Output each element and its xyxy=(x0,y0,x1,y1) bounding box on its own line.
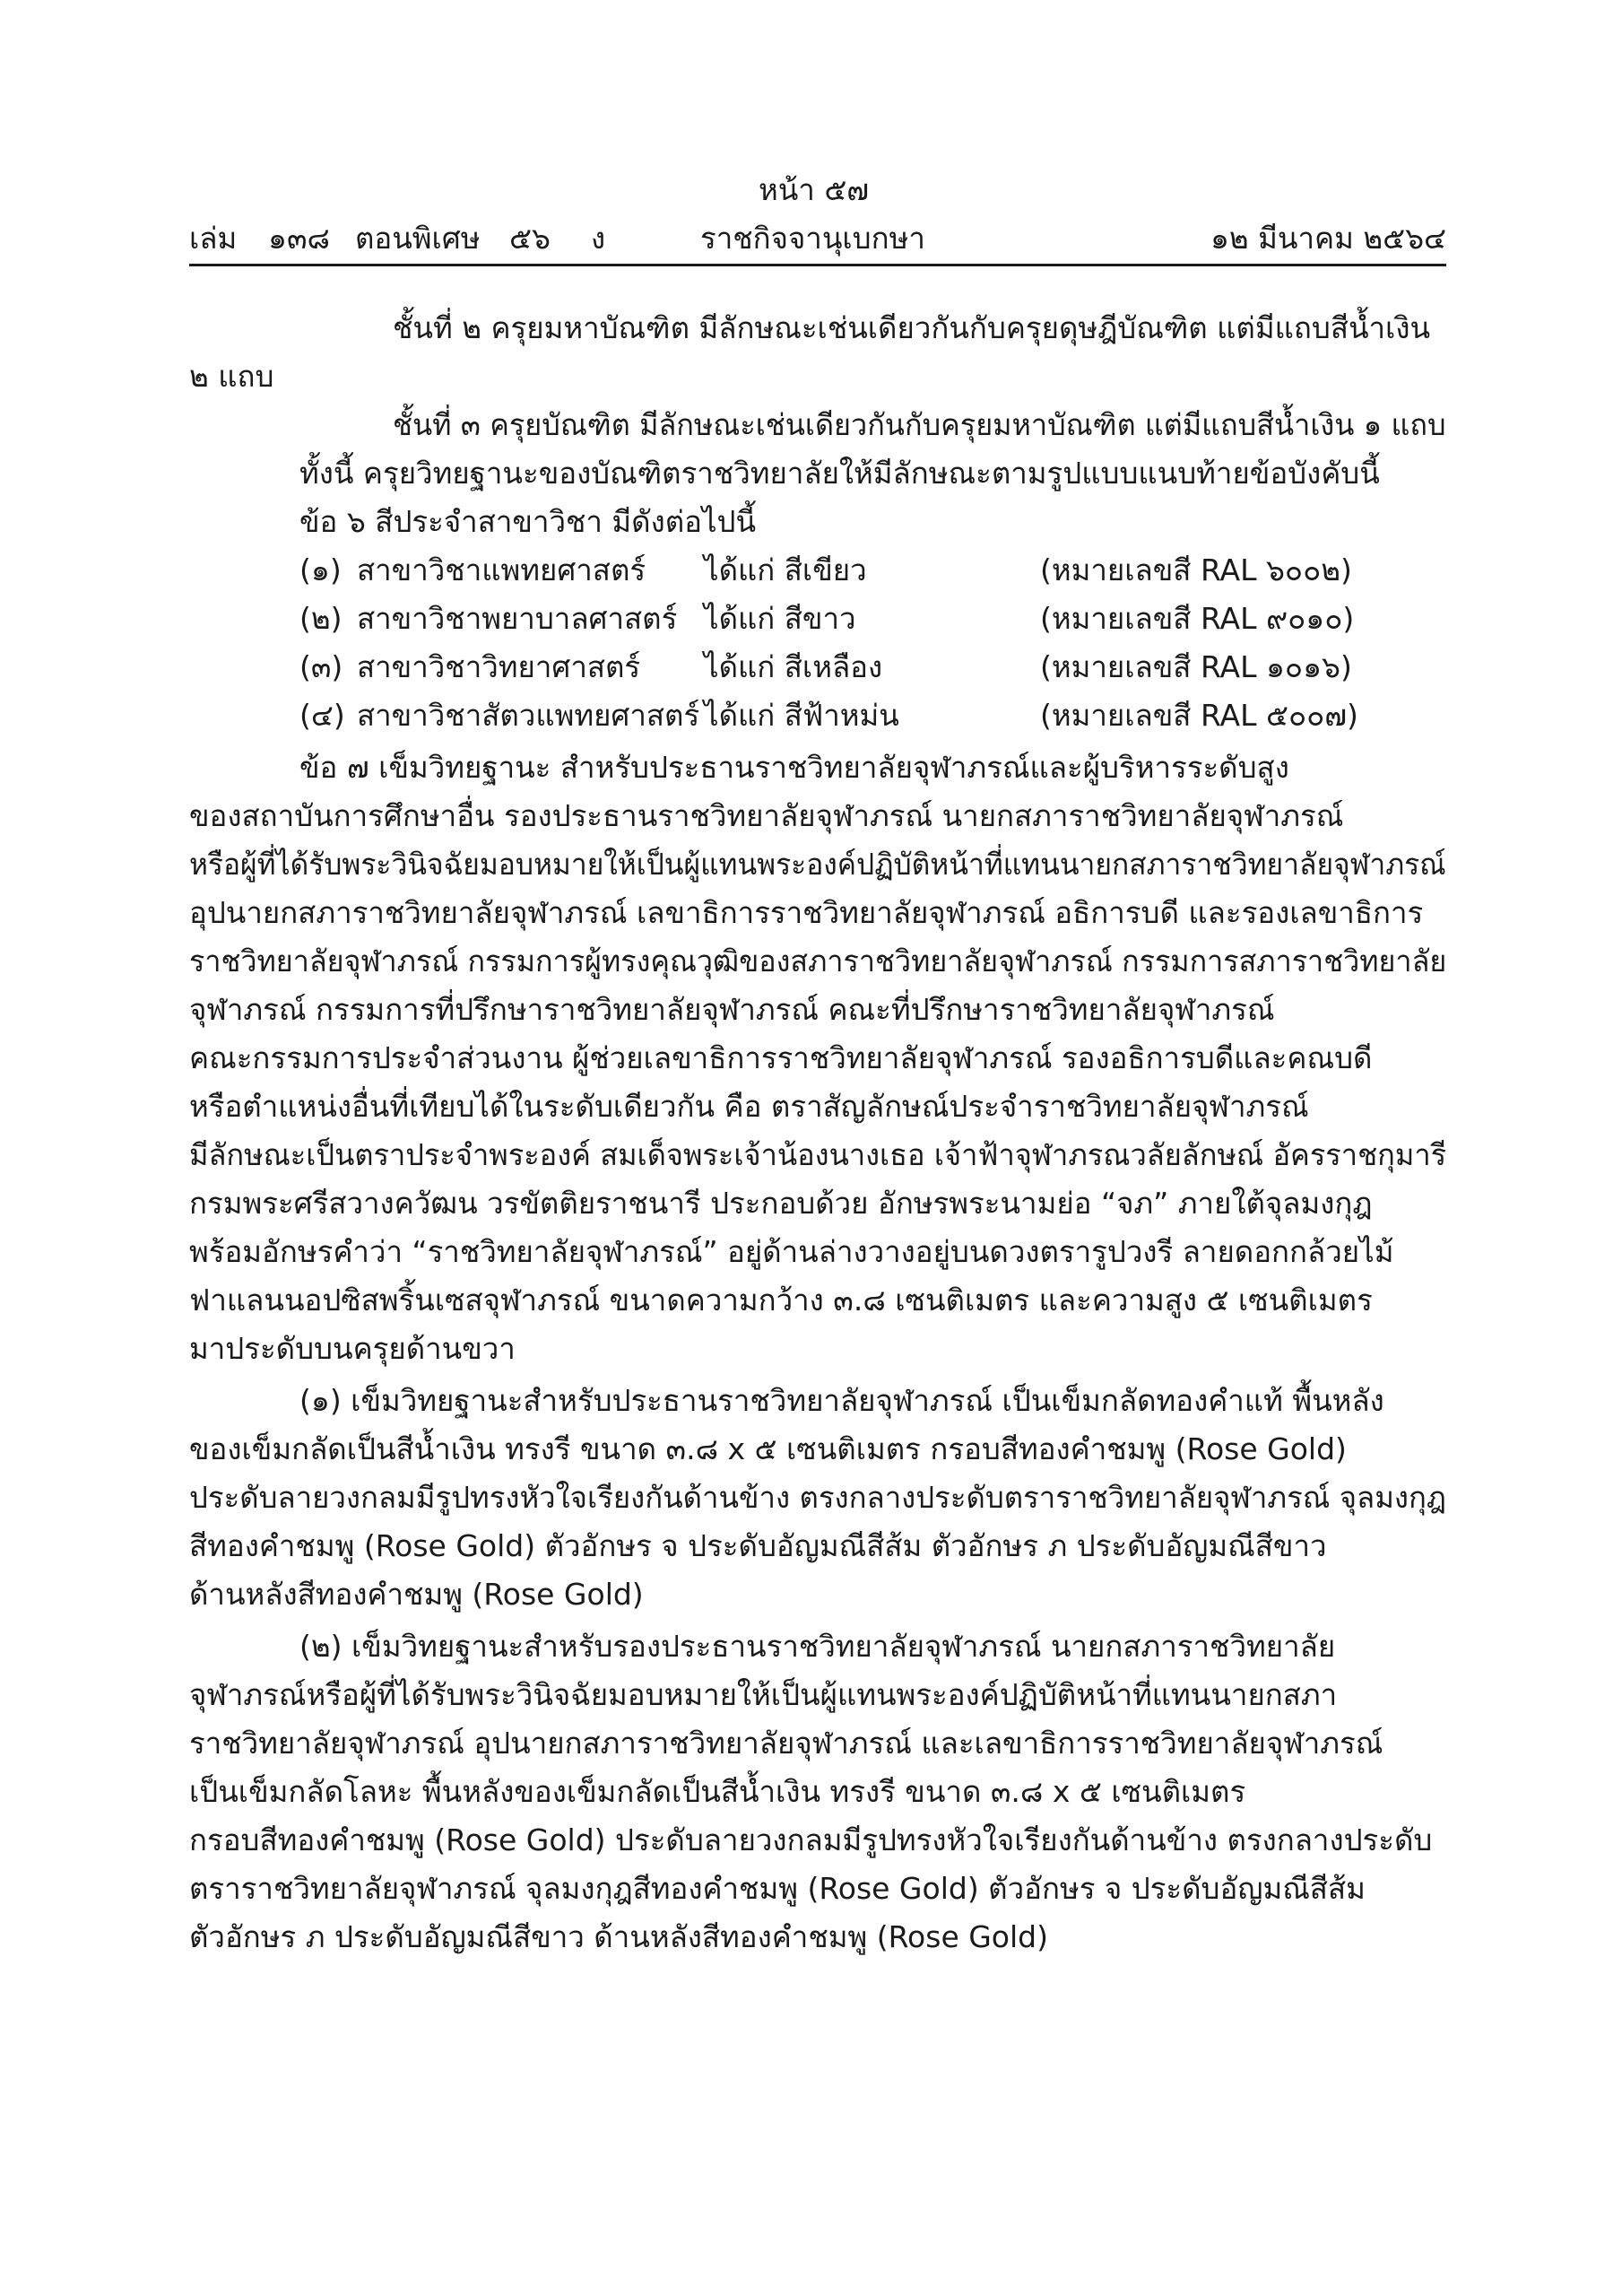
color-name: ได้แก่ สีฟ้าหม่น xyxy=(704,698,899,733)
paragraph-line: (๒) เข็มวิทยฐานะสำหรับรองประธานราชวิทยาลัยจุฬาภรณ์ นายกสภาราชวิทยาลัย xyxy=(299,1629,1336,1664)
paragraph-line: หรือผู้ที่ได้รับพระวินิจฉัยมอบหมายให้เป็นผู้แทนพระองค์ปฏิบัติหน้าที่แทนนายกสภาราชวิทยาลัยจุฬาภรณ์ xyxy=(189,847,1446,882)
paragraph-line: จุฬาภรณ์หรือผู้ที่ได้รับพระวินิจฉัยมอบหมายให้เป็นผู้แทนพระองค์ปฏิบัติหน้าที่แทนนายกสภา xyxy=(189,1677,1338,1712)
paragraph-line: ตัวอักษร ภ ประดับอัญมณีสีขาว ด้านหลังสีทองคำชมพู (Rose Gold) xyxy=(189,1919,1048,1954)
color-field: สาขาวิชาแพทยศาสตร์ xyxy=(357,552,646,587)
clause-heading: ข้อ ๖ สีประจำสาขาวิชา มีดังต่อไปนี้ xyxy=(299,504,757,539)
paragraph-line: ทั้งนี้ ครุยวิทยฐานะของบัณฑิตราชวิทยาลัยให้มีลักษณะตามรูปแบบแนบท้ายข้อบังคับนี้ xyxy=(299,456,1380,491)
paragraph-line: (๑) เข็มวิทยฐานะสำหรับประธานราชวิทยาลัยจุฬาภรณ์ เป็นเข็มกลัดทองคำแท้ พื้นหลัง xyxy=(299,1383,1384,1418)
paragraph-line: ตราราชวิทยาลัยจุฬาภรณ์ จุลมงกุฎสีทองคำชมพู (Rose Gold) ตัวอักษร จ ประดับอัญมณีสีส้ม xyxy=(189,1871,1366,1906)
color-name: ได้แก่ สีเขียว xyxy=(704,552,867,587)
paragraph-line: กรมพระศรีสวางควัฒน วรขัตติยราชนารี ประกอบด้วย อักษรพระนามย่อ “จภ” ภายใต้จุลมงกุฎ xyxy=(189,1186,1373,1221)
paragraph-line: คณะกรรมการประจำส่วนงาน ผู้ช่วยเลขาธิการราชวิทยาลัยจุฬาภรณ์ รองอธิการบดีและคณบดี xyxy=(189,1040,1373,1075)
color-name: ได้แก่ สีเหลือง xyxy=(704,649,883,684)
volume-label: เล่ม xyxy=(189,221,238,256)
paragraph-line: สีทองคำชมพู (Rose Gold) ตัวอักษร จ ประดับอัญมณีสีส้ม ตัวอักษร ภ ประดับอัญมณีสีขาว xyxy=(189,1528,1327,1563)
gazette-name: ราชกิจจานุเบกษา xyxy=(700,221,925,256)
color-code: (หมายเลขสี RAL ๖๐๐๒) xyxy=(1040,552,1352,587)
paragraph-line: ของสถาบันการศึกษาอื่น รองประธานราชวิทยาลัยจุฬาภรณ์ นายกสภาราชวิทยาลัยจุฬาภรณ์ xyxy=(189,798,1344,833)
paragraph-line: พร้อมอักษรคำว่า “ราชวิทยาลัยจุฬาภรณ์” อยู่ด้านล่างวางอยู่บนดวงตรารูปวงรี ลายดอกกล้วยไม้ xyxy=(189,1234,1394,1269)
issue-number: ๕๖ xyxy=(509,221,551,256)
color-number: (๔) xyxy=(299,698,345,733)
paragraph-line: ด้านหลังสีทองคำชมพู (Rose Gold) xyxy=(189,1577,644,1612)
color-code: (หมายเลขสี RAL ๑๐๑๖) xyxy=(1040,649,1352,684)
paragraph-line: ฟาแลนนอปซิสพริ้นเซสจุฬาภรณ์ ขนาดความกว้าง ๓.๘ เซนติเมตร และความสูง ๕ เซนติเมตร xyxy=(189,1283,1373,1318)
paragraph-line: หรือตำแหน่งอื่นที่เทียบได้ในระดับเดียวกัน คือ ตราสัญลักษณ์ประจำราชวิทยาลัยจุฬาภรณ์ xyxy=(189,1089,1309,1124)
paragraph-line: ราชวิทยาลัยจุฬาภรณ์ กรรมการผู้ทรงคุณวุฒิของสภาราชวิทยาลัยจุฬาภรณ์ กรรมการสภาราชวิทยาลัย xyxy=(189,944,1447,978)
color-number: (๓) xyxy=(299,649,343,684)
color-field: สาขาวิชาวิทยาศาสตร์ xyxy=(357,649,641,684)
color-field: สาขาวิชาสัตวแพทยศาสตร์ xyxy=(357,698,700,733)
color-name: ได้แก่ สีขาว xyxy=(704,601,856,636)
paragraph-line: ชั้นที่ ๒ ครุยมหาบัณฑิต มีลักษณะเช่นเดียวกันกับครุยดุษฎีบัณฑิต แต่มีแถบสีน้ำเงิน xyxy=(393,310,1430,345)
issue-suffix: ง xyxy=(591,221,606,256)
paragraph-line: ๒ แถบ xyxy=(189,359,274,394)
paragraph-line: อุปนายกสภาราชวิทยาลัยจุฬาภรณ์ เลขาธิการราชวิทยาลัยจุฬาภรณ์ อธิการบดี และรองเลขาธิการ xyxy=(189,895,1424,930)
paragraph-line: ข้อ ๗ เข็มวิทยฐานะ สำหรับประธานราชวิทยาลัยจุฬาภรณ์และผู้บริหารระดับสูง xyxy=(299,750,1289,785)
paragraph-line: เป็นเข็มกลัดโลหะ พื้นหลังของเข็มกลัดเป็นสีน้ำเงิน ทรงรี ขนาด ๓.๘ x ๕ เซนติเมตร xyxy=(189,1774,1246,1809)
volume-number: ๑๓๘ xyxy=(268,221,330,256)
paragraph-line: ชั้นที่ ๓ ครุยบัณฑิต มีลักษณะเช่นเดียวกันกับครุยมหาบัณฑิต แต่มีแถบสีน้ำเงิน ๑ แถบ xyxy=(393,407,1446,442)
gazette-date: ๑๒ มีนาคม ๒๕๖๔ xyxy=(1210,221,1446,256)
color-code: (หมายเลขสี RAL ๕๐๐๗) xyxy=(1040,698,1358,733)
color-number: (๒) xyxy=(299,601,343,636)
paragraph-line: ประดับลายวงกลมมีรูปทรงหัวใจเรียงกันด้านข้าง ตรงกลางประดับตราราชวิทยาลัยจุฬาภรณ์ จุลมงกุฎ xyxy=(189,1480,1446,1515)
paragraph-line: ของเข็มกลัดเป็นสีน้ำเงิน ทรงรี ขนาด ๓.๘ x ๕ เซนติเมตร กรอบสีทองคำชมพู (Rose Gold) xyxy=(189,1431,1347,1466)
paragraph-line: ราชวิทยาลัยจุฬาภรณ์ อุปนายกสภาราชวิทยาลัยจุฬาภรณ์ และเลขาธิการราชวิทยาลัยจุฬาภรณ์ xyxy=(189,1726,1383,1761)
paragraph-line: มาประดับบนครุยด้านขวา xyxy=(189,1331,516,1366)
issue-label: ตอนพิเศษ xyxy=(355,221,481,256)
paragraph-line: กรอบสีทองคำชมพู (Rose Gold) ประดับลายวงกลมมีรูปทรงหัวใจเรียงกันด้านข้าง ตรงกลางประดับ xyxy=(189,1822,1433,1857)
paragraph-line: จุฬาภรณ์ กรรมการที่ปรึกษาราชวิทยาลัยจุฬาภรณ์ คณะที่ปรึกษาราชวิทยาลัยจุฬาภรณ์ xyxy=(189,992,1275,1027)
page-number: หน้า ๕๗ xyxy=(759,172,870,207)
color-field: สาขาวิชาพยาบาลศาสตร์ xyxy=(357,601,678,636)
paragraph-line: มีลักษณะเป็นตราประจำพระองค์ สมเด็จพระเจ้าน้องนางเธอ เจ้าฟ้าจุฬาภรณวลัยลักษณ์ อัครราชกุมารี xyxy=(189,1137,1447,1172)
color-code: (หมายเลขสี RAL ๙๐๑๐) xyxy=(1040,601,1355,636)
header-divider xyxy=(189,264,1446,266)
color-number: (๑) xyxy=(299,552,342,587)
